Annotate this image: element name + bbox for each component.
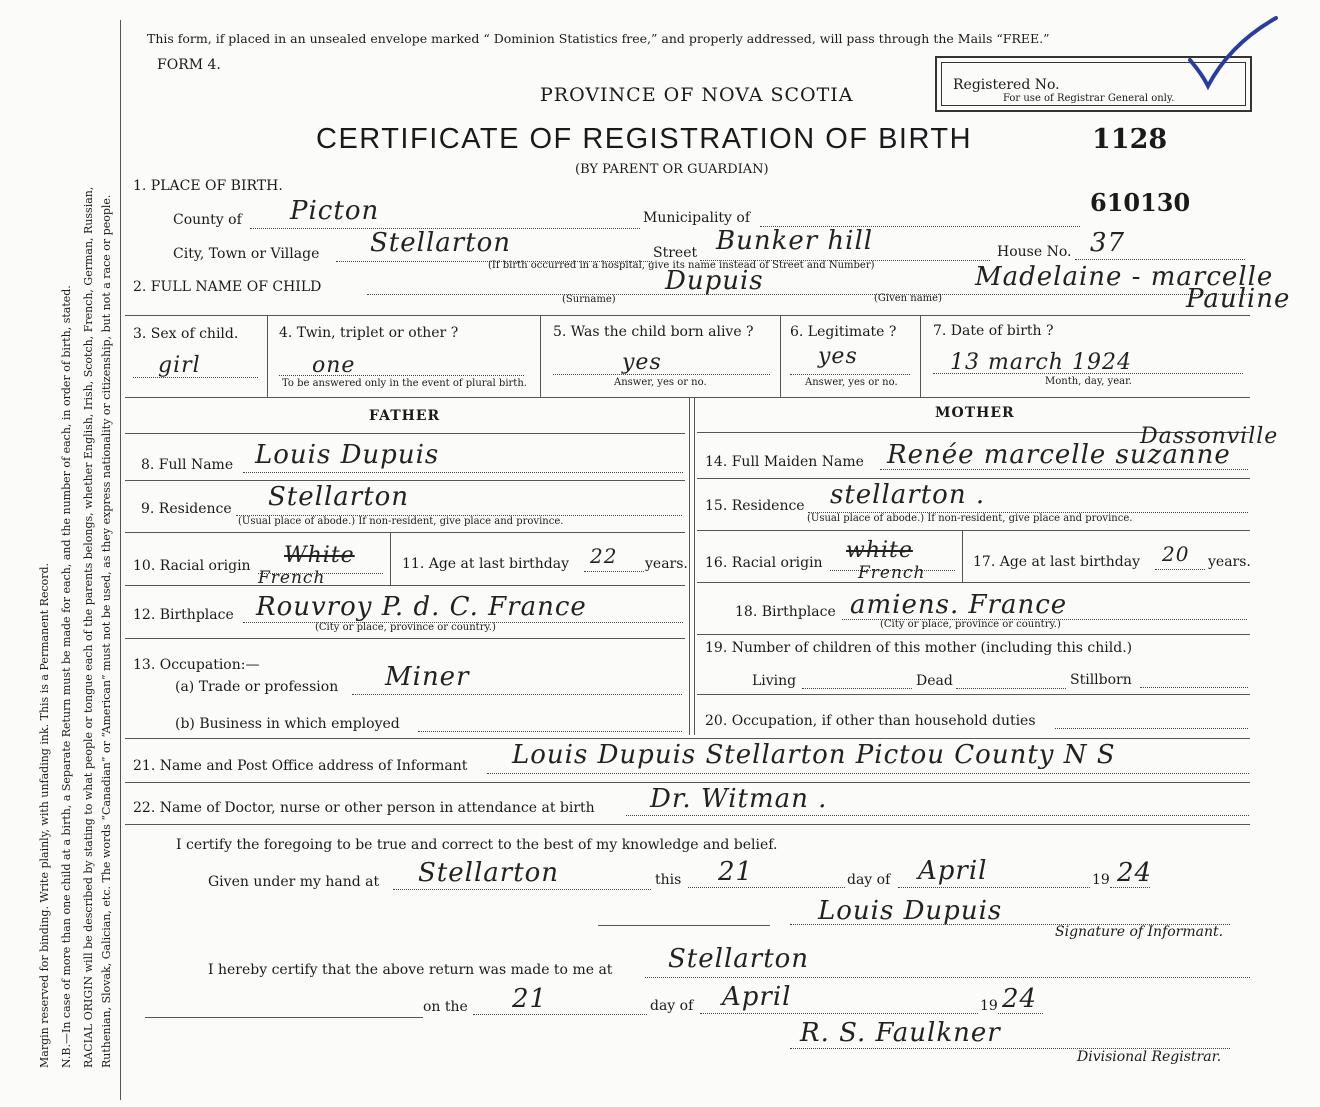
father-racial-label: 10. Racial origin xyxy=(133,558,251,574)
house-no-value: 37 xyxy=(1090,228,1126,258)
province-heading: PROVINCE OF NOVA SCOTIA xyxy=(540,84,854,106)
mother-dead-label: Dead xyxy=(916,673,953,689)
mother-racial-struck: white xyxy=(846,538,913,563)
mother-residence-note: (Usual place of abode.) If non-resident, give place and province. xyxy=(807,513,1133,524)
informant-label: 21. Name and Post Office address of Informant xyxy=(133,758,468,774)
this-day-value: 21 xyxy=(718,857,754,887)
father-birthplace-label: 12. Birthplace xyxy=(133,607,234,623)
father-age-value: 22 xyxy=(590,544,618,568)
certificate-number: 610130 xyxy=(1090,188,1191,217)
informant-signature-label: Signature of Informant. xyxy=(1055,924,1224,940)
given-under-label: Given under my hand at xyxy=(208,874,380,890)
mother-residence-label: 15. Residence xyxy=(705,498,805,514)
registrar-signature: R. S. Faulkner xyxy=(800,1018,1001,1048)
born-alive-value: yes xyxy=(622,350,662,375)
side-margin-line-1: Margin reserved for binding. Write plainly, with unfading ink. This is a Permanent Record. xyxy=(38,562,51,1068)
city-label: City, Town or Village xyxy=(173,246,320,262)
certification-statement: I certify the foregoing to be true and correct to the best of my knowledge and belief. xyxy=(176,837,778,853)
city-value: Stellarton xyxy=(370,228,512,258)
form-number: FORM 4. xyxy=(157,57,221,73)
father-heading: FATHER xyxy=(369,408,441,424)
father-trade-label: (a) Trade or profession xyxy=(175,679,339,695)
child-given-name-value-2: Pauline xyxy=(1186,284,1291,314)
this-label: this xyxy=(655,872,682,888)
dob-note: Month, day, year. xyxy=(1045,376,1132,387)
father-residence-label: 9. Residence xyxy=(141,501,232,517)
child-given-name-value: Madelaine - marcelle xyxy=(975,262,1274,292)
doctor-value: Dr. Witman . xyxy=(650,784,828,814)
registrar-place-value: Stellarton xyxy=(668,944,810,974)
father-occupation-label: 13. Occupation:— xyxy=(133,657,260,673)
number-stamp: 1128 xyxy=(1092,124,1168,155)
father-name-label: 8. Full Name xyxy=(141,457,234,473)
divisional-registrar-label: Divisional Registrar. xyxy=(1077,1049,1222,1065)
place-of-birth-label: 1. PLACE OF BIRTH. xyxy=(133,178,283,194)
surname-caption: (Surname) xyxy=(562,294,616,305)
mother-stillborn-label: Stillborn xyxy=(1070,672,1132,688)
mother-residence-value: stellarton . xyxy=(830,480,986,510)
father-trade-value: Miner xyxy=(385,662,470,692)
street-value: Bunker hill xyxy=(716,226,874,256)
year-prefix: 19 xyxy=(1092,872,1110,888)
house-no-label: House No. xyxy=(997,244,1072,260)
dob-value: 13 march 1924 xyxy=(950,350,1132,375)
street-label: Street xyxy=(653,245,698,261)
margin-rule xyxy=(120,20,121,1100)
father-birthplace-value: Rouvroy P. d. C. France xyxy=(256,592,587,622)
registrar-statement: I hereby certify that the above return was made to me at xyxy=(208,962,613,978)
checkmark-icon xyxy=(1180,14,1280,94)
father-racial-value: French xyxy=(258,568,326,588)
child-name-label: 2. FULL NAME OF CHILD xyxy=(133,279,322,295)
sex-value: girl xyxy=(158,353,201,378)
mother-children-label: 19. Number of children of this mother (including this child.) xyxy=(705,640,1133,656)
county-value: Picton xyxy=(290,196,380,226)
mother-name-value-extra: Dassonville xyxy=(1140,424,1279,449)
registrar-year-prefix: 19 xyxy=(980,998,998,1014)
side-margin-line-2: N.B.—In case of more than one child at a birth, a Separate Return must be made for each, and the number of each, in order of birth, stated. xyxy=(60,285,73,1068)
father-residence-value: Stellarton xyxy=(268,482,410,512)
hospital-note: (If birth occurred in a hospital, give its name instead of Street and Number) xyxy=(488,260,875,271)
mother-heading: MOTHER xyxy=(935,405,1015,421)
father-residence-note: (Usual place of abode.) If non-resident, give place and province. xyxy=(238,516,564,527)
informant-value: Louis Dupuis Stellarton Pictou County N S xyxy=(512,740,1116,770)
father-business-label: (b) Business in which employed xyxy=(175,716,400,732)
mother-racial-label: 16. Racial origin xyxy=(705,555,823,571)
mother-racial-value: French xyxy=(858,563,926,583)
registered-no-label: Registered No. xyxy=(953,77,1060,93)
mother-birthplace-value: amiens. France xyxy=(850,590,1068,620)
legitimate-label: 6. Legitimate ? xyxy=(790,324,897,340)
father-name-value: Louis Dupuis xyxy=(255,440,440,470)
page-title: CERTIFICATE OF REGISTRATION OF BIRTH xyxy=(316,123,973,155)
page-subtitle: (BY PARENT OR GUARDIAN) xyxy=(575,162,769,177)
mother-occupation-label: 20. Occupation, if other than household duties xyxy=(705,713,1036,729)
dob-label: 7. Date of birth ? xyxy=(933,323,1054,339)
side-margin-line-4: Ruthenian, Slovak, Galician, etc. The words “Canadian” or “American” must not be used, as they express nationality or citizenship, but not a race or people. xyxy=(100,194,113,1068)
given-name-caption: (Given name) xyxy=(874,293,942,304)
given-place-value: Stellarton xyxy=(418,858,560,888)
mother-birthplace-label: 18. Birthplace xyxy=(735,604,836,620)
registrar-day-value: 21 xyxy=(512,984,548,1014)
registrar-month-value: April xyxy=(722,982,792,1012)
municipality-label: Municipality of xyxy=(643,210,751,226)
father-racial-struck: White xyxy=(284,543,355,568)
registrar-day-of-label: day of xyxy=(650,998,694,1014)
legitimate-note: Answer, yes or no. xyxy=(805,377,898,388)
mother-age-label: 17. Age at last birthday xyxy=(973,554,1141,570)
father-age-unit: years. xyxy=(645,556,688,572)
month-value: April xyxy=(918,856,988,886)
registrar-year-suffix-value: 24 xyxy=(1002,984,1038,1014)
registrar-use-note: For use of Registrar General only. xyxy=(1003,93,1175,104)
child-surname-value: Dupuis xyxy=(665,266,764,296)
doctor-label: 22. Name of Doctor, nurse or other person in attendance at birth xyxy=(133,800,595,816)
twin-label: 4. Twin, triplet or other ? xyxy=(279,325,459,341)
father-birthplace-note: (City or place, province or country.) xyxy=(315,622,496,633)
father-age-label: 11. Age at last birthday xyxy=(402,556,570,572)
twin-value: one xyxy=(312,353,356,378)
legitimate-value: yes xyxy=(818,344,858,369)
year-suffix-value: 24 xyxy=(1117,858,1153,888)
mother-name-label: 14. Full Maiden Name xyxy=(705,454,864,470)
mother-age-value: 20 xyxy=(1162,542,1190,566)
mother-age-unit: years. xyxy=(1208,554,1251,570)
sex-label: 3. Sex of child. xyxy=(133,326,239,342)
side-margin-line-3: RACIAL ORIGIN will be described by stating to what people or tongue each of the parents belongs, whether English, Irish, Scotch, French, German, Russian, xyxy=(82,186,95,1068)
twin-note: To be answered only in the event of plural birth. xyxy=(282,378,527,389)
informant-signature: Louis Dupuis xyxy=(818,896,1003,926)
mother-living-label: Living xyxy=(752,673,797,689)
mother-birthplace-note: (City or place, province or country.) xyxy=(880,619,1061,630)
born-alive-label: 5. Was the child born alive ? xyxy=(553,324,754,340)
mail-notice: This form, if placed in an unsealed envelope marked “ Dominion Statistics free,” and properly addressed, will pass through the Mails “FREE.” xyxy=(147,31,1050,46)
on-the-label: on the xyxy=(423,999,468,1015)
day-of-label: day of xyxy=(847,872,891,888)
county-label: County of xyxy=(173,212,242,228)
mother-name-value: Renée marcelle suzanne xyxy=(887,440,1231,470)
born-alive-note: Answer, yes or no. xyxy=(614,377,707,388)
